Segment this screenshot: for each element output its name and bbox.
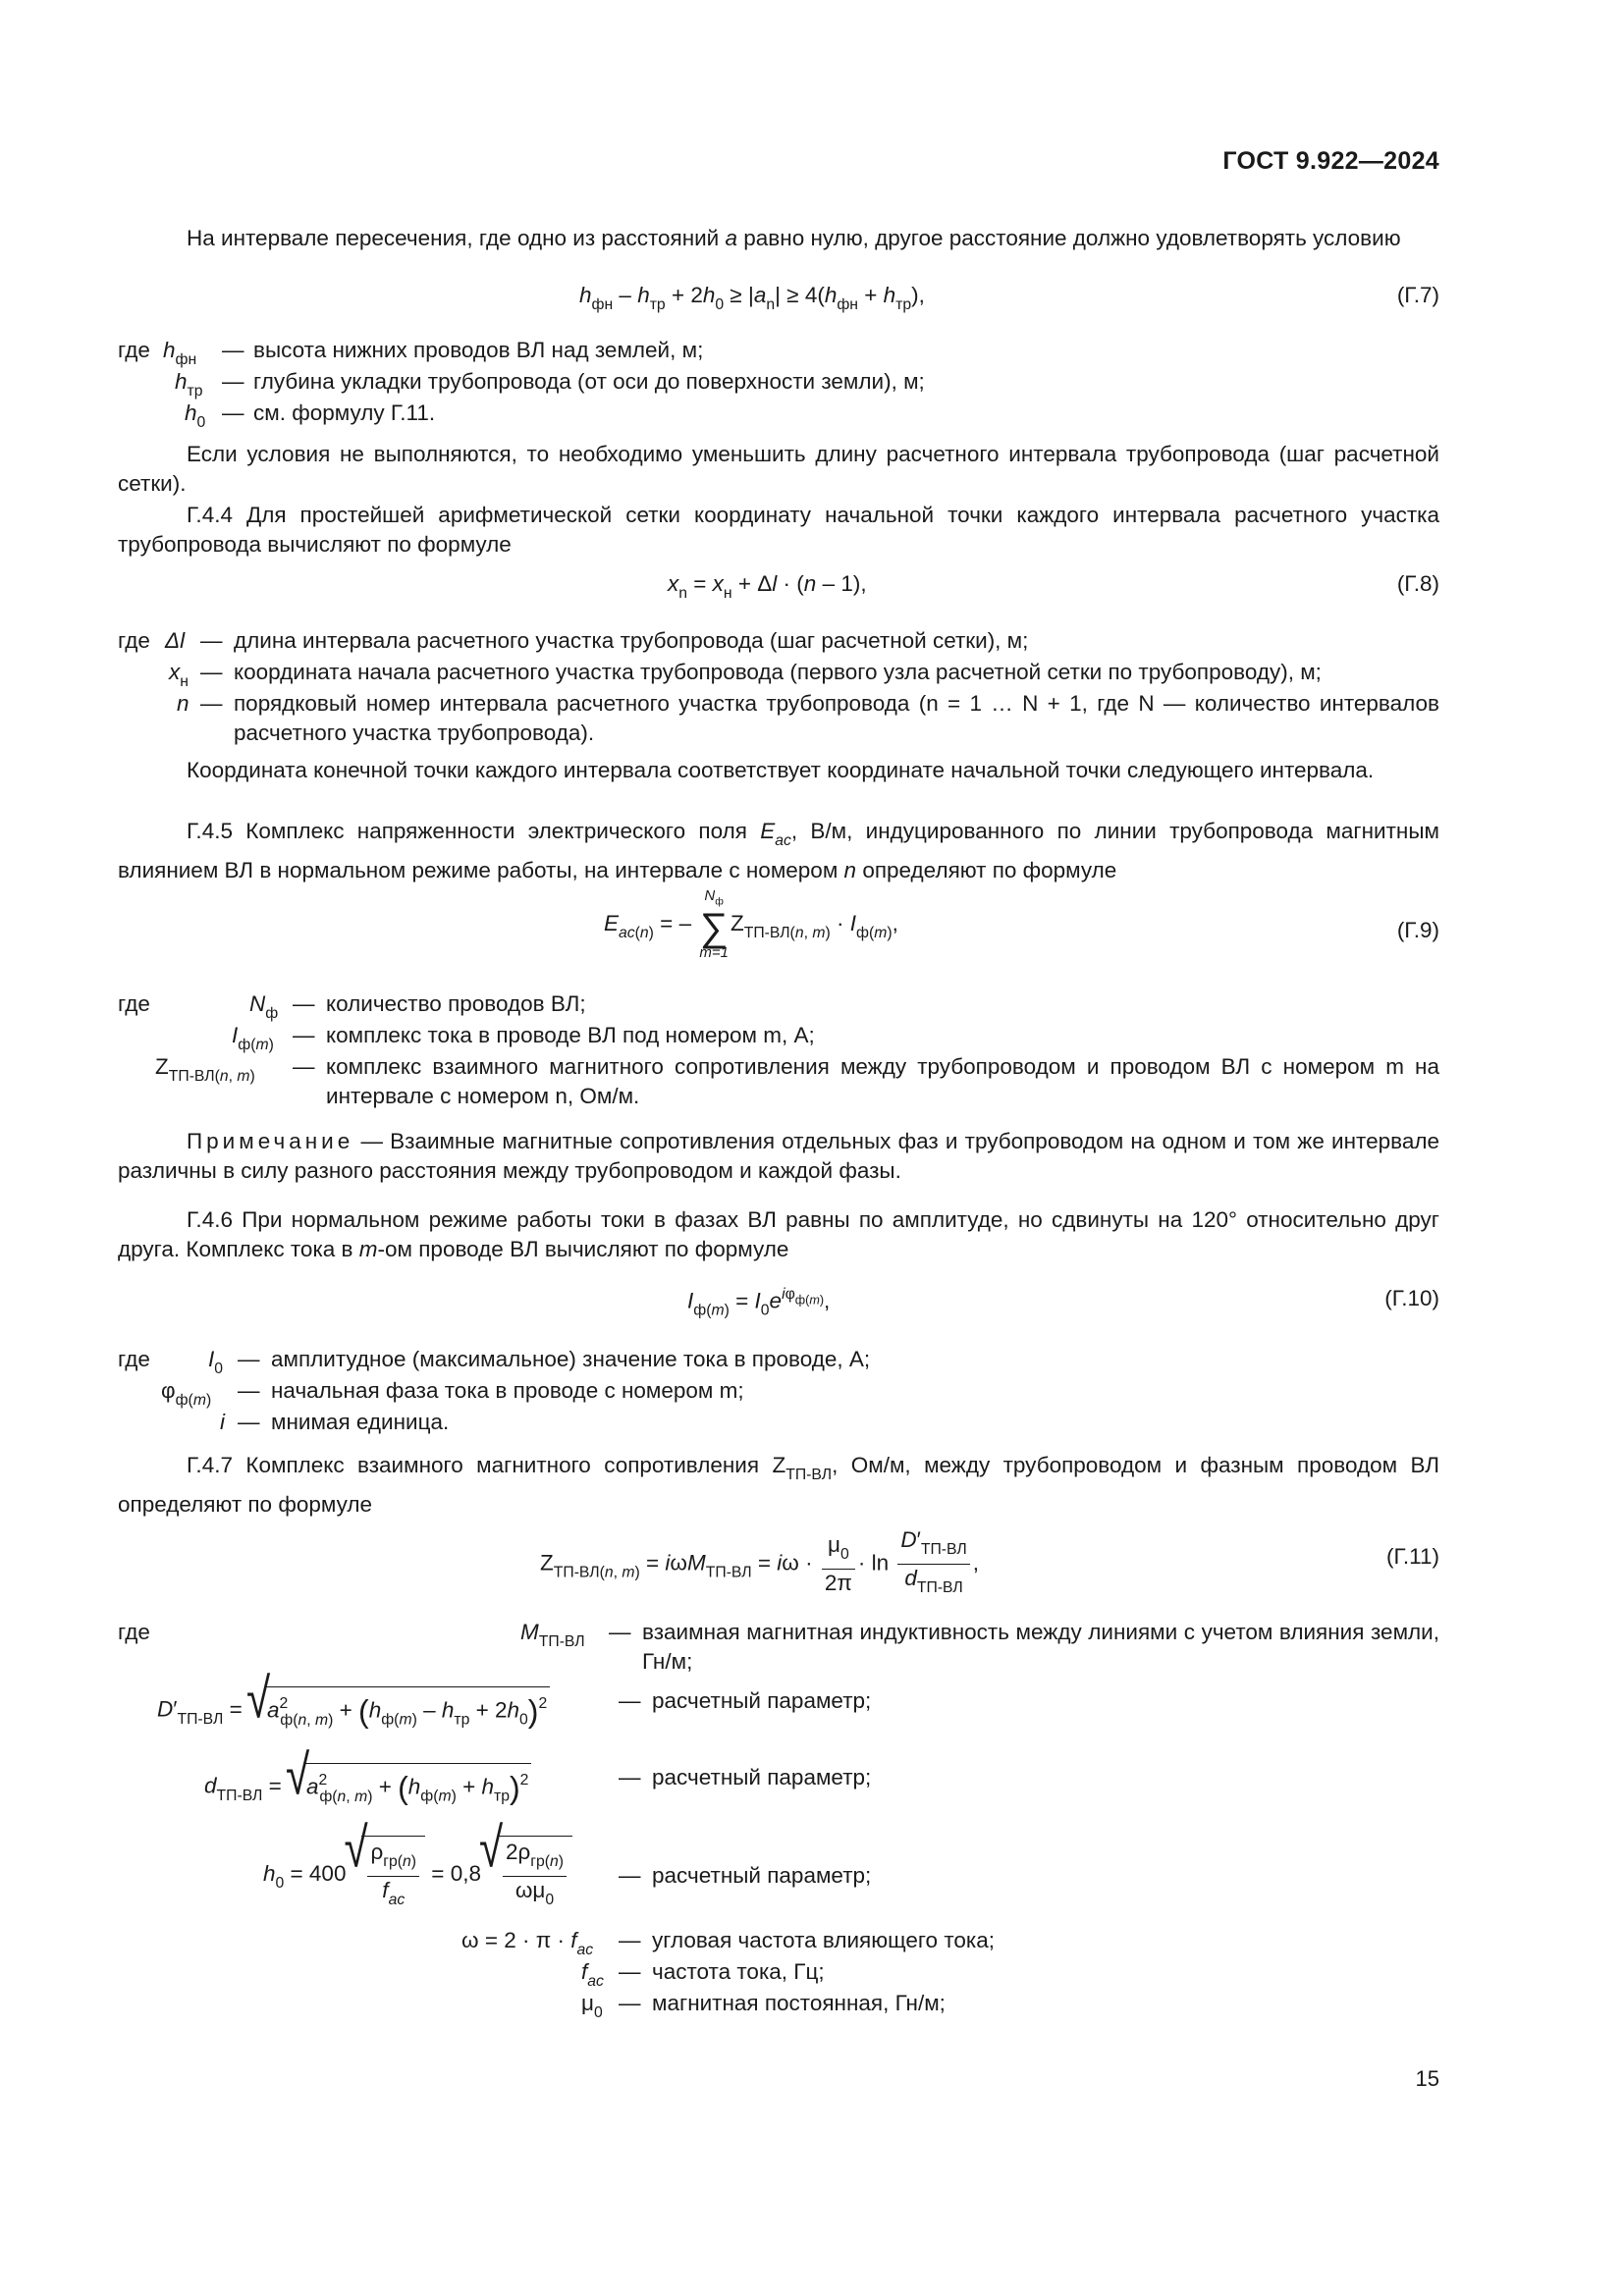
note-label: Примечание [187, 1129, 354, 1153]
definitions-g10: где $I_0$ — амплитудное (максимальное) значение тока в проводе, А; $\varphi_{ф(m)}$ — начальная фаза тока в проводе с номером m; i — мнимая единица. [118, 1345, 1439, 1443]
equation-number: (Г.8) [1396, 571, 1439, 596]
paragraph-condition: Если условия не выполняются, то необходимо уменьшить длину расчетного интервала трубопровода (шаг расчетной сетки). [118, 442, 1439, 496]
symbol: $h_{фн}$ [163, 338, 197, 369]
paragraph-g46: Г.4.6 При нормальном режиме работы токи в фазах ВЛ равны по амплитуде, но сдвинуты на 120° относительно друг друга. Комплекс тока в m-ом проводе ВЛ вычисляют по формуле [118, 1207, 1439, 1261]
symbol: $I_0$ [208, 1347, 224, 1378]
symbol: $h_0$ [185, 400, 206, 432]
formula: $h_{фн} - h_{тр} + 2h_0 \ge |a_n| \ge 4(h_{фн} + h_{тр})$, [579, 283, 925, 314]
symbol: $I_{ф(m)}$ [232, 1023, 274, 1054]
symbol: $M_{ТП-ВЛ}$ [520, 1620, 585, 1651]
symbol: $\varphi_{ф(m)}$ [161, 1378, 212, 1410]
symbol: $Z_{ТП-ВЛ(n, m)}$ [155, 1054, 255, 1086]
paragraph-endpoint: Координата конечной точки каждого интервала соответствует координате начальной точки следующего интервала. [187, 758, 1375, 782]
symbol: n [177, 691, 189, 716]
symbol: $f_{ac}$ [581, 1959, 604, 1991]
formula: $Z_{ТП-ВЛ(n, m)} = i\omega M_{ТП-ВЛ} = i\omega$ · $\frac{\mu_0}{2\pi}$ · ln $\frac{D'_{ТП-ВЛ}}{d_{ТП-ВЛ}}$ , [540, 1527, 979, 1597]
definitions-g7: где $h_{фн}$ — высота нижних проводов ВЛ над землей, м; $h_{тр}$ — глубина укладки трубопровода (от оси до поверхности земли), м; $h_0$ — см. формулу Г.11. [118, 336, 1439, 434]
definitions-g11: где $M_{ТП-ВЛ}$ — взаимная магнитная индуктивность между линиями с учетом влияния земли, Гн/м; $D'_{ТП-ВЛ}$ = √ $a^2_{ф(n, m)} + (h_{ф(m)} - h_{тр} + 2h_0)^2$ — расчетный параметр; $d_{ТП-ВЛ}$ = √ $a^2_{ф(n, m)} + (h_{ф(m)} + h_{тр})^2$ — расчетный параметр; $h_0 = 400$ √ $\frac{\rho_{гр(n)}}{f_{ac}}$ = 0,8 √ $\frac{2\rho_{гр(n)}}{\omega\mu_0}$ — расчетный параметр; $\omega = 2 \cdot \pi \cdot f_{ac}$ — угловая частота влияющего тока; $f_{ac}$ — частота тока, Гц; $\mu_0$ — магнитная постоянная, Гн/м; [118, 1618, 1439, 2069]
document-header: ГОСТ 9.922—2024 [1222, 147, 1439, 175]
equation-g8 [118, 571, 1439, 611]
symbol: $h_0 = 400$ √ $\frac{\rho_{гр(n)}}{f_{ac}}$ = 0,8 √ $\frac{2\rho_{гр(n)}}{\omega\mu_0}$ [263, 1836, 572, 1914]
page-number: 15 [1415, 2066, 1439, 2091]
formula: $I_{ф(m)} = I_0e^{i\varphi_{ф(m)}}$, [687, 1286, 831, 1319]
symbol: $D'_{ТП-ВЛ}$ = √ $a^2_{ф(n, m)} + (h_{ф(m)} - h_{тр} + 2h_0)^2$ [157, 1686, 550, 1735]
equation-number: (Г.11) [1385, 1544, 1439, 1569]
paragraph-g45: Г.4.5 Комплекс напряженности электрического поля $E_{ac}$, В/м, индуцированного по линии трубопровода магнитным влиянием ВЛ в нормальном режиме работы, на интервале с номером n определяют по формуле [118, 819, 1439, 883]
symbol: Δl [165, 628, 186, 653]
symbol: $\mu_0$ [581, 1991, 603, 2022]
symbol: i [220, 1410, 225, 1434]
paragraph-g47: Г.4.7 Комплекс взаимного магнитного сопротивления $Z_{ТП-ВЛ}$, Ом/м, между трубопроводом и фазным проводом ВЛ определяют по формуле [118, 1453, 1440, 1518]
symbol: $N_ф$ [249, 991, 279, 1023]
equation-g11 [118, 1526, 1439, 1595]
equation-g10 [118, 1286, 1439, 1325]
symbol: $x_н$ [169, 660, 189, 691]
formula: $x_n = x_н + \Delta l \cdot (n - 1)$, [668, 571, 867, 603]
summation: $N_ф$ ∑ m=1 [699, 887, 729, 961]
equation-number: (Г.7) [1396, 283, 1439, 307]
symbol: $d_{ТП-ВЛ}$ = √ $a^2_{ф(n, m)} + (h_{ф(m)} + h_{тр})^2$ [204, 1763, 531, 1812]
note: Примечание — Взаимные магнитные сопротивления отдельных фаз и трубопроводом на одном и том же интервале различны в силу разного расстояния между трубопроводом и каждой фазы. [118, 1129, 1439, 1183]
definitions-g9: где $N_ф$ — количество проводов ВЛ; $I_{ф(m)}$ — комплекс тока в проводе ВЛ под номером m, А; $Z_{ТП-ВЛ(n, m)}$ — комплекс взаимного магнитного сопротивления между трубопроводом и проводом ВЛ с номером m на интервале с номером n, Ом/м. [118, 991, 1439, 1108]
symbol: $h_{тр}$ [175, 369, 203, 400]
equation-number: (Г.10) [1384, 1286, 1439, 1310]
equation-g7 [118, 283, 1439, 322]
definitions-g8: где Δl — длина интервала расчетного участка трубопровода (шаг расчетной сетки), м; $x_н$ — координата начала расчетного участка трубопровода (первого узла расчетной сетки по трубопроводу), м; n — порядковый номер интервала расчетного участка трубопровода (n = 1 … N + 1, где N — количество интервалов расчетного участка трубопровода). [118, 628, 1439, 745]
formula: $E_{ac(n)}$ = – $N_ф$ ∑ m=1 $Z_{ТП-ВЛ(n, m)} \cdot I_{ф(m)}$, [604, 887, 898, 961]
paragraph-g44: Г.4.4 Для простейшей арифметической сетки координату начальной точки каждого интервала расчетного участка трубопровода вычисляют по формуле [118, 503, 1439, 557]
symbol: $\omega = 2 \cdot \pi \cdot f_{ac}$ [461, 1928, 594, 1959]
paragraph-intro: На интервале пересечения, где одно из расстояний a равно нулю, другое расстояние должно удовлетворять условию [187, 226, 1401, 250]
equation-g9 [118, 888, 1439, 977]
equation-number: (Г.9) [1396, 918, 1439, 942]
